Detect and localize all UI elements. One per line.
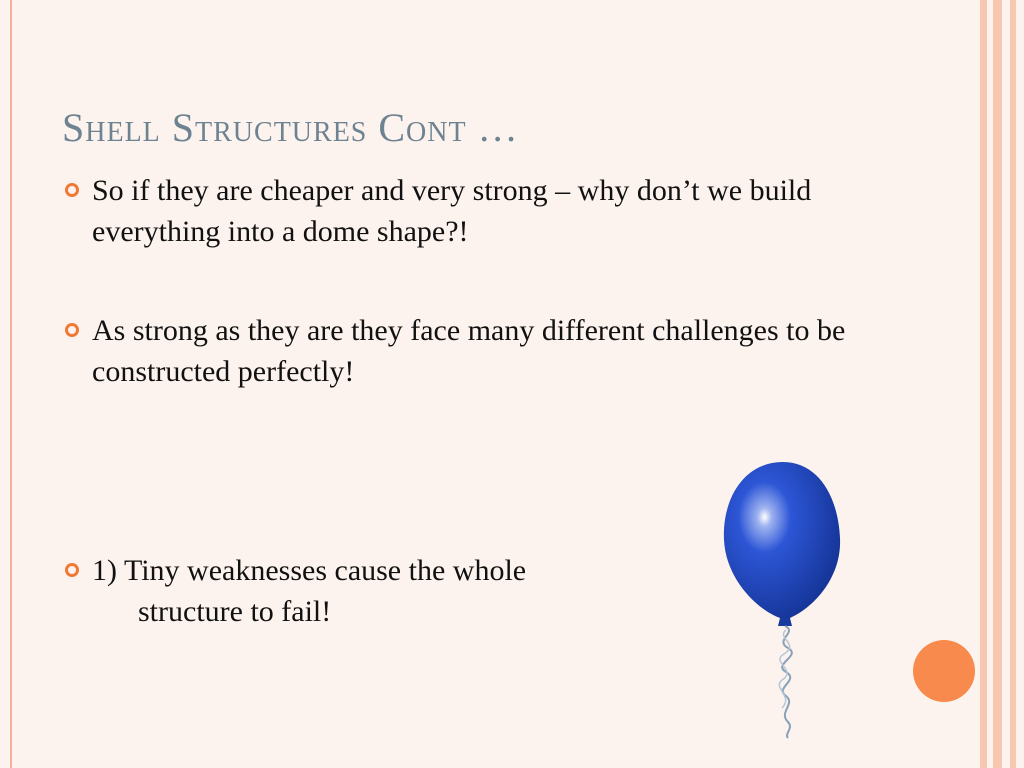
balloon-image (718, 460, 848, 740)
bullet-marker-icon (65, 563, 79, 577)
frame-line-left (10, 0, 12, 768)
slide-title: Shell Structures Cont … (62, 105, 519, 150)
bullet-text: As strong as they are they face many different challenges to be constructed perfectly! (92, 314, 846, 388)
bullet-marker-icon (65, 183, 79, 197)
bullet-text: So if they are cheaper and very strong – why don’t we build everything into a dome shape?! (92, 174, 812, 248)
frame-stripe-right (993, 0, 1002, 768)
bullet-item (92, 550, 692, 632)
bullet-text-line1: 1) Tiny weaknesses cause the whole (92, 554, 527, 587)
bullet-item (92, 310, 852, 392)
bullet-marker-icon (65, 323, 79, 337)
frame-stripe-right (1010, 0, 1016, 768)
bullet-text-line2: structure to fail! (138, 595, 332, 628)
decorative-circle (913, 640, 975, 702)
bullet-item (92, 170, 852, 252)
frame-stripe-right (980, 0, 987, 768)
